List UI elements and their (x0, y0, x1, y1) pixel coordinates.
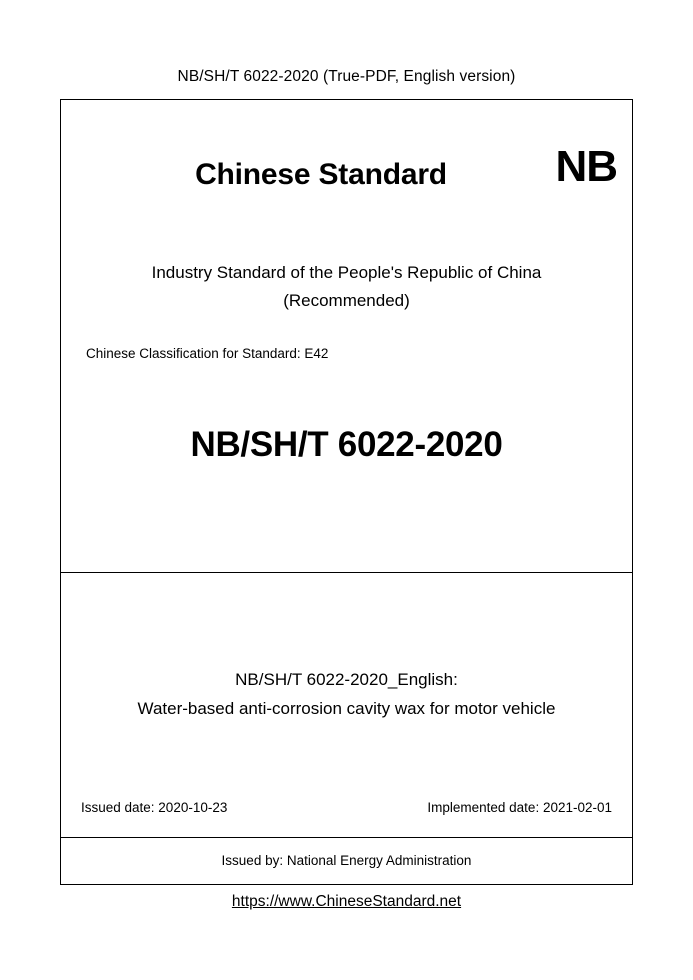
page-caption: NB/SH/T 6022-2020 (True-PDF, English version) (177, 68, 516, 85)
document-title-line-1: NB/SH/T 6022-2020_English: (235, 670, 458, 689)
recommended-text: (Recommended) (283, 291, 410, 310)
nb-logo: NB (555, 142, 617, 191)
footer-website-link[interactable]: https://www.ChineseStandard.net (231, 893, 462, 910)
cover-lower-section (61, 573, 632, 838)
title-row (61, 100, 632, 220)
standard-number: NB/SH/T 6022-2020 (190, 425, 503, 464)
issued-date: Issued date: 2020-10-23 (81, 800, 228, 815)
cover-frame (60, 99, 633, 885)
industry-standard-line (61, 259, 632, 315)
dates-row (61, 800, 632, 815)
document-title (61, 665, 632, 723)
cover-upper-section (61, 100, 632, 573)
classification-code: Chinese Classification for Standard: E42 (86, 346, 329, 361)
document-title-line-2: Water-based anti-corrosion cavity wax for motor vehicle (137, 699, 556, 718)
implemented-date: Implemented date: 2021-02-01 (427, 800, 612, 815)
main-title: Chinese Standard (195, 158, 447, 191)
issued-by: Issued by: National Energy Administration (221, 853, 472, 868)
industry-standard-text: Industry Standard of the People's Republic of China (151, 263, 542, 282)
